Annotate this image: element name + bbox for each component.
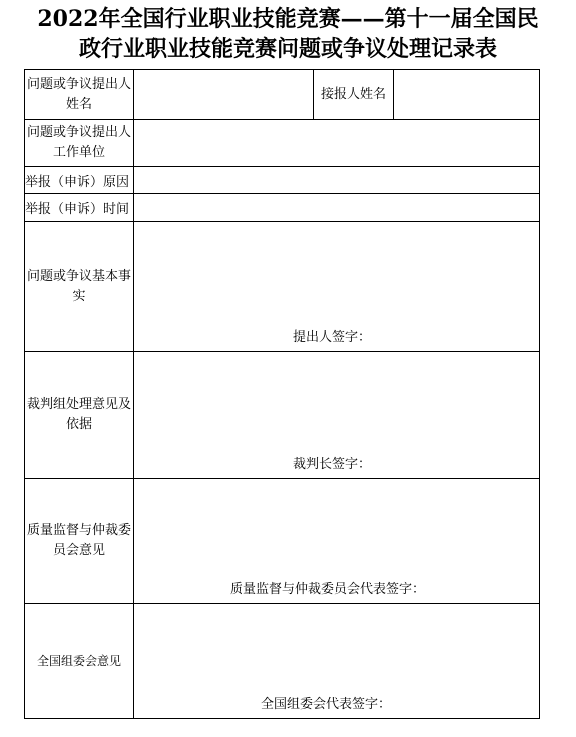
row-report-reason: [25, 167, 540, 194]
quality-committee-label: 质量监督与仲裁委员会意见: [25, 479, 134, 604]
form-title: [0, 4, 576, 64]
organizing-committee-field[interactable]: [134, 604, 540, 719]
row-report-time: [25, 194, 540, 222]
dispute-record-table: [24, 69, 540, 719]
basic-facts-label: 问题或争议基本事实: [25, 222, 134, 352]
proposer-unit-label: 问题或争议提出人工作单位: [25, 120, 134, 167]
proposer-name-field[interactable]: [134, 70, 314, 120]
row-quality-committee: [25, 479, 540, 604]
organizing-committee-signature-label: 全国组委会代表签字：: [261, 697, 392, 712]
proposer-unit-field[interactable]: [134, 120, 540, 167]
report-time-field[interactable]: [134, 194, 540, 222]
receiver-name-label: 接报人姓名: [314, 70, 394, 120]
proposer-name-label: 问题或争议提出人姓名: [25, 70, 134, 120]
report-time-label: 举报（申诉）时间: [25, 194, 134, 222]
referee-opinion-field[interactable]: [134, 352, 540, 479]
report-reason-label: 举报（申诉）原因: [25, 167, 134, 194]
proposer-signature-label: 提出人签字：: [293, 330, 372, 345]
row-referee-opinion: [25, 352, 540, 479]
chief-referee-signature-label: 裁判长签字：: [293, 457, 372, 472]
basic-facts-field[interactable]: [134, 222, 540, 352]
quality-committee-field[interactable]: [134, 479, 540, 604]
organizing-committee-label: 全国组委会意见: [25, 604, 134, 719]
form-title-line-1: 2022年全国行业职业技能竞赛——第十一届全国民: [37, 6, 539, 32]
report-reason-field[interactable]: [134, 167, 540, 194]
referee-opinion-label: 裁判组处理意见及依据: [25, 352, 134, 479]
row-basic-facts: [25, 222, 540, 352]
row-proposer-name: [25, 70, 540, 120]
quality-committee-signature-label: 质量监督与仲裁委员会代表签字：: [230, 582, 426, 597]
row-organizing-committee: [25, 604, 540, 719]
form-title-line-2: 政行业职业技能竞赛问题或争议处理记录表: [78, 36, 497, 62]
row-proposer-unit: [25, 120, 540, 167]
receiver-name-field[interactable]: [394, 70, 540, 120]
